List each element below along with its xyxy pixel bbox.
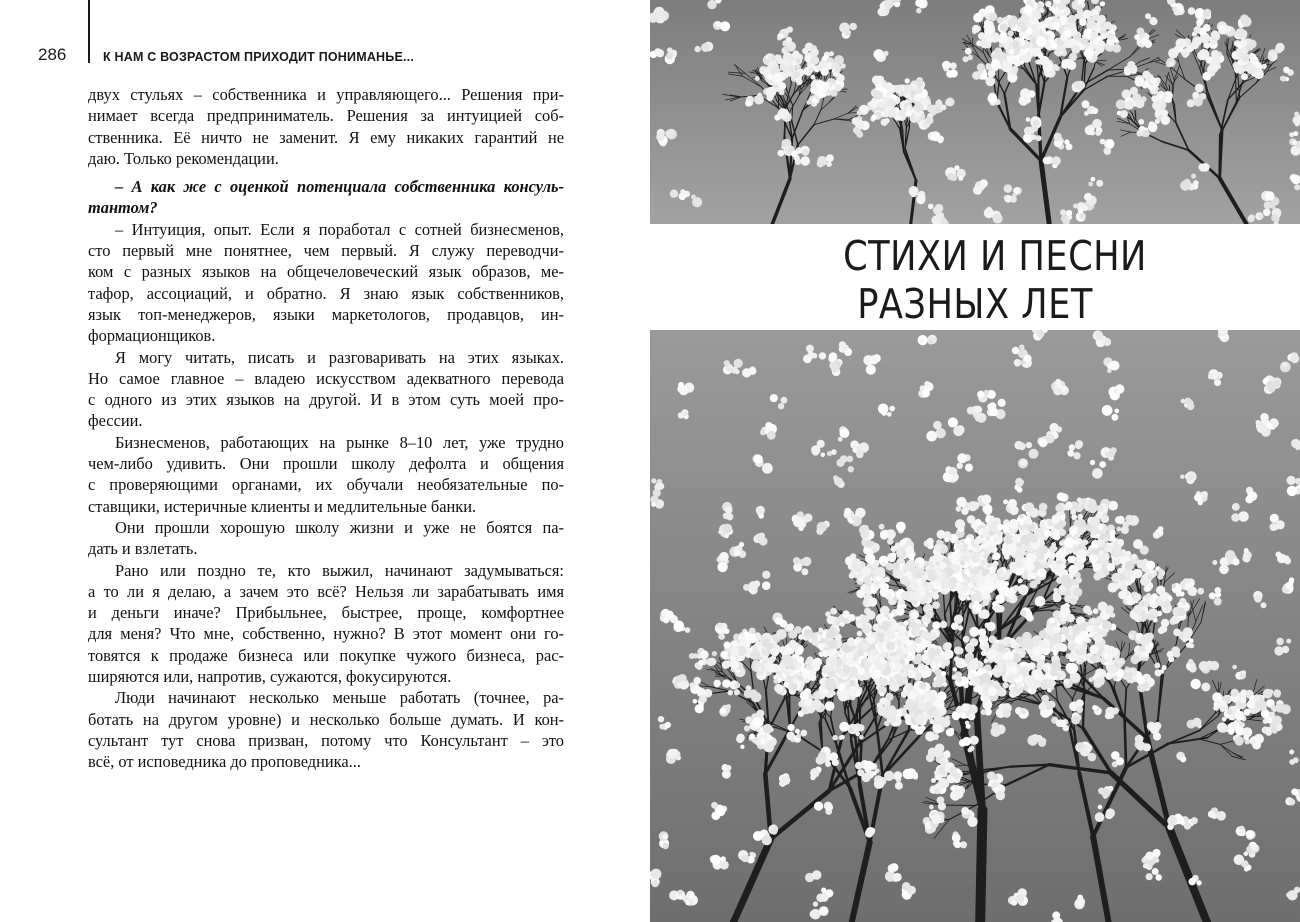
blossom-photo-top (650, 0, 1300, 224)
text-line: ботать на другом уровне) и несколько больше думать. И кон- (88, 709, 564, 729)
text-line: – Интуиция, опыт. Если я поработал с сотней бизнесменов, (115, 219, 564, 239)
text-line: чем-либо удивить. Они прошли школу дефолта и общения (88, 454, 564, 474)
text-line: двух стульях – собственника и управляющего... Решения при- (88, 85, 564, 104)
text-line: язык топ-менеджеров, языки маркетологов, продавцов, ин- (88, 304, 564, 324)
text-line: Люди начинают несколько меньше работать (точнее, ра- (115, 688, 564, 708)
text-line: а то ли я делаю, а зачем это всё? Нельзя ли зарабатывать имя (88, 581, 564, 601)
section-title-continued: РАЗНЫХ ЛЕТ (857, 280, 1093, 328)
text-line: товятся к продаже бизнеса или покупке чужого бизнеса, рас- (88, 645, 564, 665)
text-line: для меня? Что мне, собственно, нужно? В этот момент они го- (88, 624, 564, 644)
text-line: всё, от исповедника до проповедника... (88, 752, 361, 772)
text-line: фессии. (88, 411, 143, 431)
text-line: сультант тут снова призван, потому что Консультант – это (88, 730, 564, 750)
section-title: СТИХИ И ПЕСНИ (843, 232, 1147, 280)
body-text (88, 84, 564, 773)
text-line: и деньги иначе? Прибыльнее, быстрее, проще, комфортнее (88, 603, 564, 623)
text-line: Бизнесменов, работающих на рынке 8–10 лет, уже трудно (115, 432, 564, 452)
text-line: Но самое главное – владею искусством адекватного перевода (88, 368, 564, 388)
text-line: ственника. Её ничто не заменит. Я ему никаких гарантий не (88, 127, 564, 147)
header-rule (88, 0, 90, 63)
interview-question: тантом? (88, 198, 158, 218)
interview-question: – А как же с оценкой потенциала собственника консуль- (115, 177, 564, 197)
text-line: Я могу читать, писать и разговаривать на этих языках. (115, 347, 564, 367)
text-line: даю. Только рекомендации. (88, 148, 279, 168)
text-line: ком с разных языков на общечеловеческий язык образов, ме- (88, 262, 564, 282)
blossoming-tree-icon (650, 0, 1300, 224)
text-line: формационщиков. (88, 326, 216, 346)
text-line: ширяются или, напротив, сужаются, фокусируются. (88, 667, 452, 687)
right-page (650, 0, 1300, 922)
page-number: 286 (38, 45, 67, 64)
text-line: с проверяющими органами, их обучали необязательные по- (88, 475, 564, 495)
text-line: тафор, ассоциаций, и обратно. Я знаю язык собственников, (88, 283, 564, 303)
text-line: Рано или поздно те, кто выжил, начинают задумываться: (115, 560, 564, 580)
blossom-photo-bottom (650, 330, 1300, 922)
text-line: Они прошли хорошую школу жизни и уже не боятся па- (115, 517, 564, 537)
text-line: нимает всегда предприниматель. Решения за интуицией соб- (88, 106, 564, 126)
blossoming-tree-icon (650, 330, 1300, 922)
text-line: сто первый мне понятнее, чем первый. Я служу переводчи- (88, 241, 564, 261)
text-line: с одного из этих языков на другой. И в этом суть моей про- (88, 390, 564, 410)
text-line: ставщики, истеричные клиенты и медлительные банки. (88, 496, 477, 516)
running-head: К НАМ С ВОЗРАСТОМ ПРИХОДИТ ПОНИМАНЬЕ... (103, 50, 415, 64)
text-line: дать и взлетать. (88, 539, 198, 559)
